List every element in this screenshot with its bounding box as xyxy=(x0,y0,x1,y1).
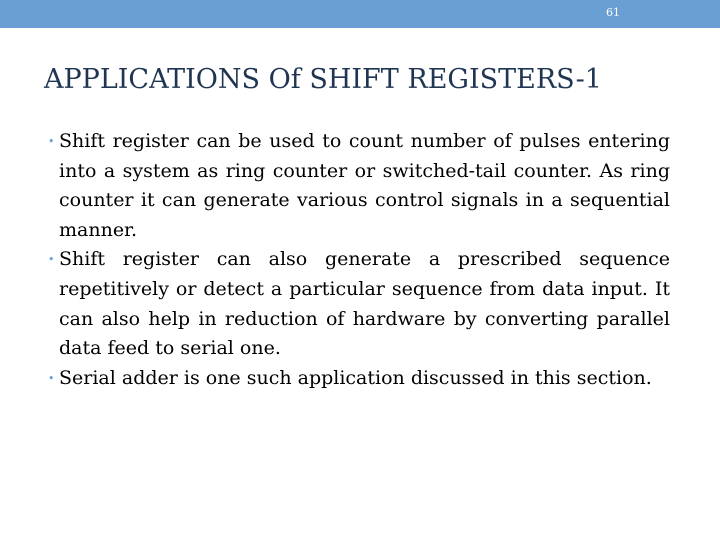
bullet-item xyxy=(48,364,670,394)
bullet-marker: • xyxy=(48,135,55,148)
page-number: 61 xyxy=(606,6,620,19)
bullet-text: Shift register can be used to count number of pulses entering into a system as ring counter or switched-tail counter. As ring counter it can generate various control signals in a sequential manner. xyxy=(59,130,670,241)
bullet-marker: • xyxy=(48,371,55,385)
bullet-text: Serial adder is one such application discussed in this section. xyxy=(59,366,652,389)
header-bar xyxy=(0,0,720,28)
bullet-list xyxy=(48,127,670,393)
bullet-item xyxy=(48,127,670,245)
bullet-marker: • xyxy=(48,253,55,267)
bullet-item xyxy=(48,245,670,363)
slide-title: APPLICATIONS Of SHIFT REGISTERS-1 xyxy=(44,64,602,95)
bullet-text: Shift register can also generate a prescribed sequence repetitively or detect a particular sequence from data input. It can also help in reduction of hardware by converting parallel data feed to serial one. xyxy=(59,248,670,360)
